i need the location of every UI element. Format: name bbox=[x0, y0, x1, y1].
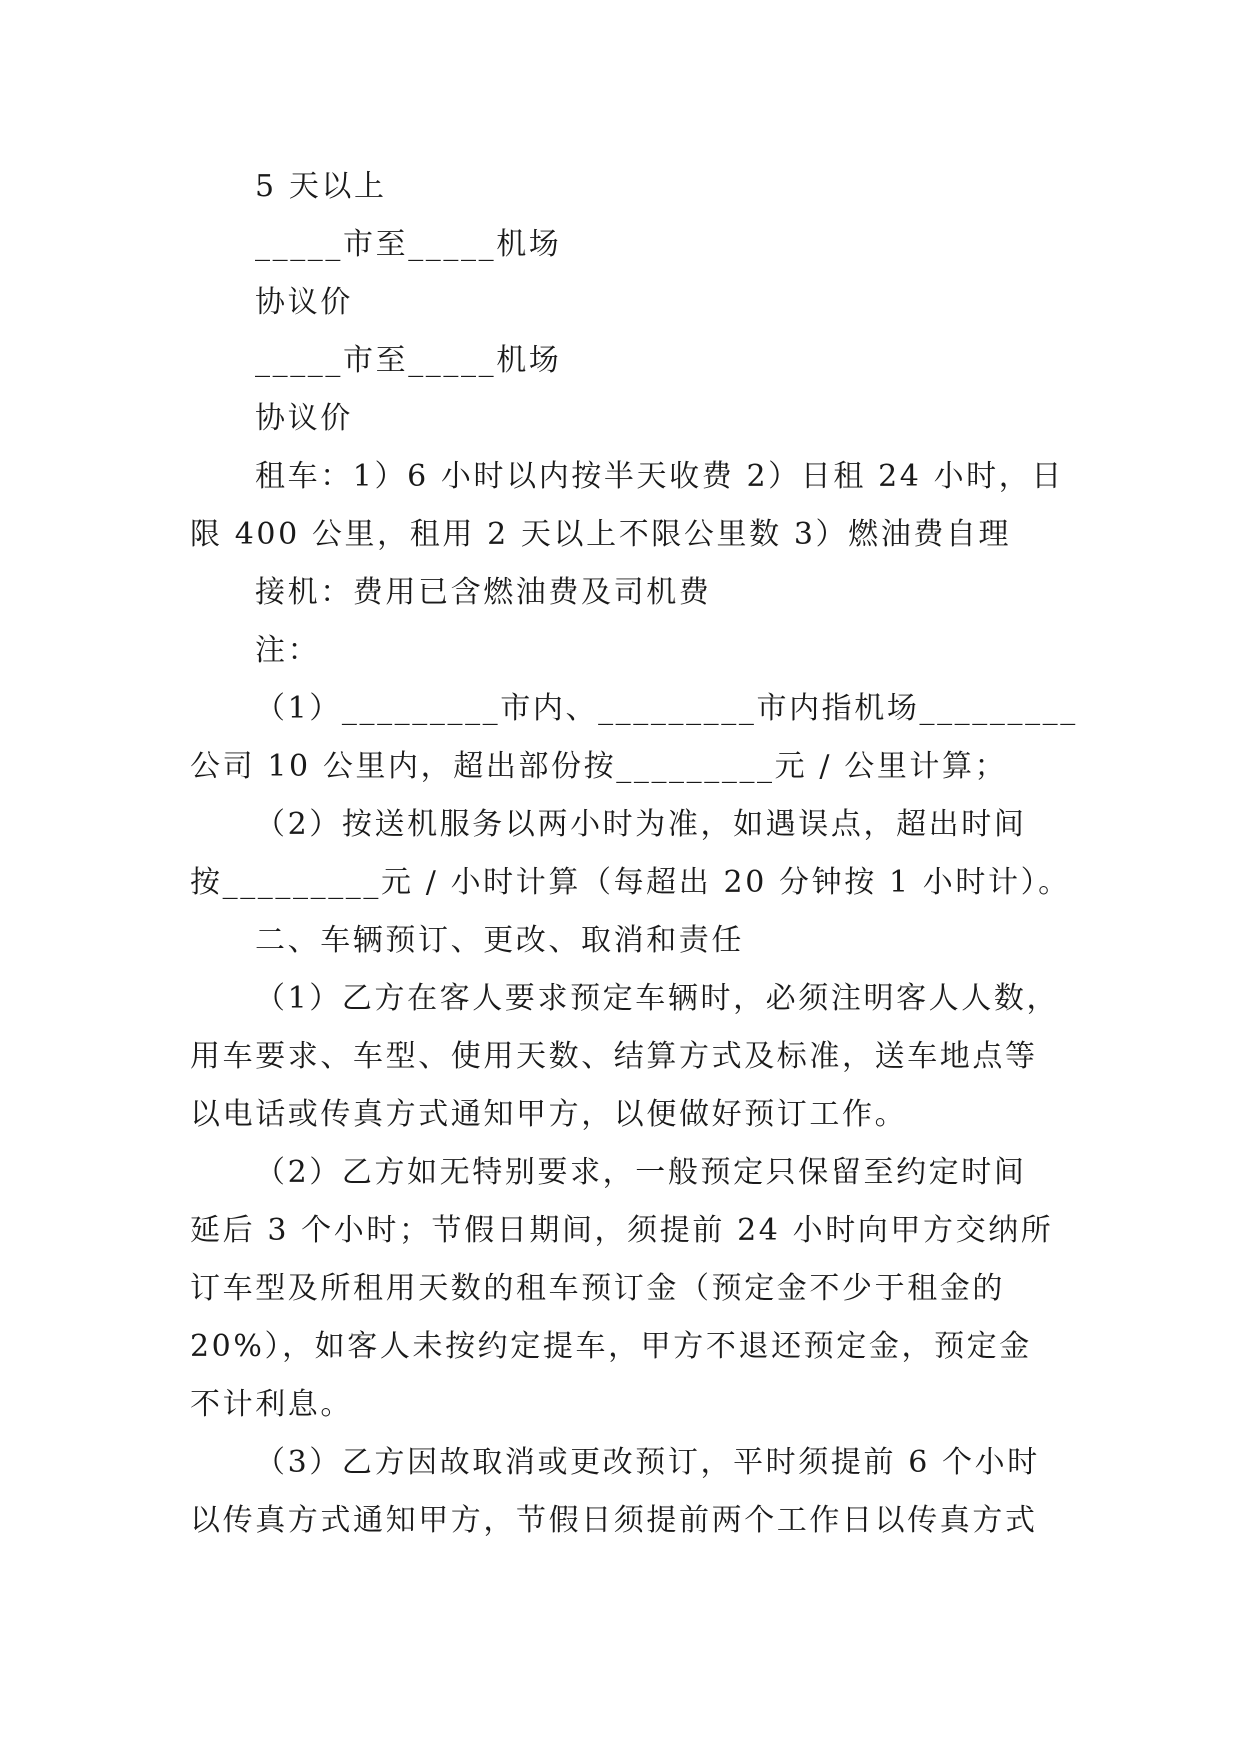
text-line: 以电话或传真方式通知甲方，以便做好预订工作。 bbox=[190, 1097, 908, 1132]
text-line: （2）按送机服务以两小时为准，如遇误点，超出时间 bbox=[255, 807, 1027, 842]
text-line: 注： bbox=[255, 633, 321, 668]
text-line: _____市至_____机场 bbox=[255, 227, 562, 262]
section-heading: 二、车辆预订、更改、取消和责任 bbox=[255, 923, 744, 958]
text-line: 5 天以上 bbox=[255, 169, 387, 204]
text-line: 以传真方式通知甲方，节假日须提前两个工作日以传真方式 bbox=[190, 1503, 1038, 1538]
text-line: _____市至_____机场 bbox=[255, 343, 562, 378]
text-line: 订车型及所租用天数的租车预订金（预定金不少于租金的 bbox=[190, 1271, 1005, 1306]
text-line: 20%），如客人未按约定提车，甲方不退还预定金，预定金 bbox=[190, 1329, 1032, 1364]
text-line: 限 400 公里，租用 2 天以上不限公里数 3）燃油费自理 bbox=[190, 517, 1012, 552]
text-line: 公司 10 公里内，超出部份按_________元 / 公里计算； bbox=[190, 749, 1008, 784]
text-line: 延后 3 个小时；节假日期间，须提前 24 小时向甲方交纳所 bbox=[190, 1213, 1054, 1248]
text-line: （2）乙方如无特别要求，一般预定只保留至约定时间 bbox=[255, 1155, 1027, 1190]
text-line: 协议价 bbox=[255, 401, 353, 436]
text-line: （1）_________市内、_________市内指机场_________ bbox=[255, 691, 1078, 726]
text-line: 用车要求、车型、使用天数、结算方式及标准，送车地点等 bbox=[190, 1039, 1038, 1074]
text-line: 接机：费用已含燃油费及司机费 bbox=[255, 575, 712, 610]
text-line: 协议价 bbox=[255, 285, 353, 320]
text-line: （1）乙方在客人要求预定车辆时，必须注明客人人数， bbox=[255, 981, 1060, 1016]
text-line: 租车：1）6 小时以内按半天收费 2）日租 24 小时，日 bbox=[255, 459, 1064, 494]
text-line: 不计利息。 bbox=[190, 1387, 353, 1422]
text-line: 按_________元 / 小时计算（每超出 20 分钟按 1 小时计）。 bbox=[190, 865, 1071, 900]
text-line: （3）乙方因故取消或更改预订，平时须提前 6 个小时 bbox=[255, 1445, 1040, 1480]
